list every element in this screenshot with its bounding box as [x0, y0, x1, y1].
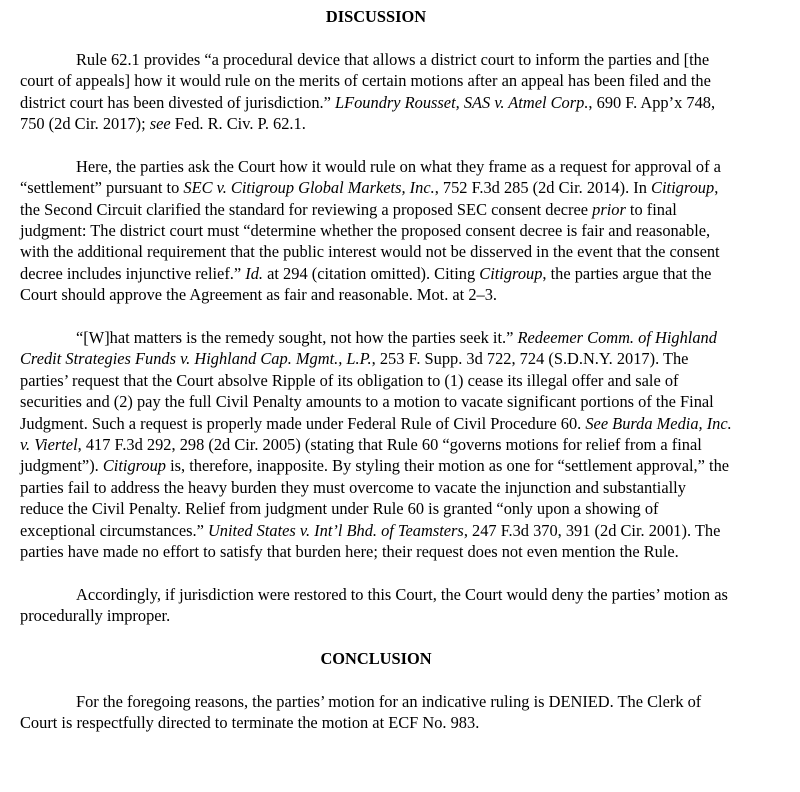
paragraph-rule-62-1: [20, 49, 732, 135]
p2-prior-emphasis: prior: [592, 199, 626, 219]
p2-text-e: at 294 (citation omitted). Citing: [263, 263, 480, 283]
p1-text-a: Rule 62.1 provides “a procedural device that allows a district court to inform the parties and [the court of appeals] how it would rule on the merits of certain motions after an appeal has been filed and the district court has been divested of jurisdiction.”: [20, 49, 711, 112]
p2-case-citation-1: SEC v. Citigroup Global Markets, Inc.: [183, 178, 435, 198]
p3-text-a: “[W]hat matters is the remedy sought, not how the parties seek it.”: [76, 328, 518, 348]
paragraph-accordingly: Accordingly, if jurisdiction were restored to this Court, the Court would deny the parties’ motion as procedurally improper.: [20, 584, 728, 626]
paragraph-conclusion: For the foregoing reasons, the parties’ motion for an indicative ruling is DENIED. The Clerk of Court is respectfully directed to terminate the motion at ECF No. 983.: [20, 691, 702, 733]
p2-text-f: , the parties argue that the Court should approve the Agreement as fair and reasonable. Mot. at 2–3.: [20, 263, 712, 305]
p2-text-d: to final judgment: The district court must “determine whether the proposed consent decree is fair and reasonable, with the additional requirement that the public interest would not be disserved in the event that the consent decree includes injunctive relief.”: [20, 199, 720, 283]
paragraph-citigroup: [20, 156, 732, 306]
paragraph-remedy-sought: [20, 327, 732, 562]
p3-case-citation-2: See Burda Media, Inc. v. Viertel: [20, 413, 732, 455]
p3-text-e: , 247 F.3d 370, 391 (2d Cir. 2001). The parties have made no effort to satisfy that burden here; their request does not even mention the Rule.: [20, 520, 721, 562]
conclusion-heading: CONCLUSION: [320, 649, 432, 669]
p2-text-c: , the Second Circuit clarified the standard for reviewing a proposed SEC consent decree: [20, 178, 719, 219]
p1-case-citation: LFoundry Rousset, SAS v. Atmel Corp.: [334, 92, 589, 112]
p2-case-citation-2: Citigroup: [651, 178, 715, 198]
p3-text-b: , 253 F. Supp. 3d 722, 724 (S.D.N.Y. 2017). The parties’ request that the Court absolve Ripple of its obligation to (1) cease its illegal offer and sale of securities and (2) pay the full Civil Penalty amounts to a motion to vacate significant portions of the Final Judgment. Such a request is properly made under Federal Rule of Civil Procedure 60.: [20, 349, 714, 433]
p2-text-b: , 752 F.3d 285 (2d Cir. 2014). In: [434, 178, 652, 198]
p3-case-citation-3: Citigroup: [102, 456, 166, 476]
p2-case-citation-3: Citigroup: [479, 263, 543, 283]
p1-see-signal: see: [149, 114, 171, 133]
p3-case-citation-4: United States v. Int’l Bhd. of Teamsters: [207, 520, 464, 540]
p3-text-d: is, therefore, inapposite. By styling their motion as one for “settlement approval,” the parties fail to address the heavy burden they must overcome to vacate the injunction and substantially reduce the Civil Penalty. Relief from judgment under Rule 60 is granted “only upon a showing of exceptional circumstances.”: [20, 456, 730, 540]
p2-text-a: Here, the parties ask the Court how it would rule on what they frame as a request for approval of a “settlement” pursuant to: [20, 156, 721, 198]
document-page: [20, 6, 732, 734]
p2-id-citation: Id.: [245, 263, 264, 283]
p1-text-b: , 690 F. App’x 748, 750 (2d Cir. 2017);: [20, 92, 716, 133]
discussion-heading: DISCUSSION: [325, 7, 427, 26]
p3-case-citation-1: Redeemer Comm. of Highland Credit Strategies Funds v. Highland Cap. Mgmt., L.P.: [20, 328, 717, 369]
p1-text-c: Fed. R. Civ. P. 62.1.: [170, 114, 306, 133]
p3-text-c: , 417 F.3d 292, 298 (2d Cir. 2005) (stating that Rule 60 “governs motions for relief from a final judgment”).: [20, 435, 702, 476]
